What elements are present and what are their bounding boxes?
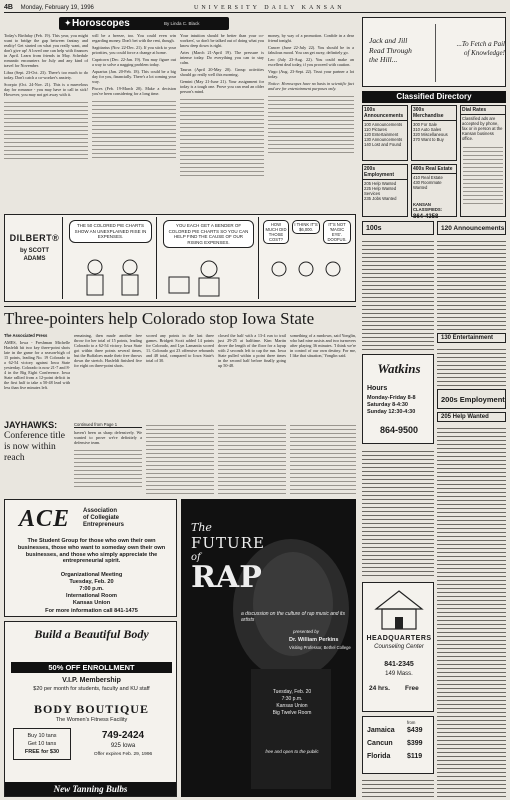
news-text: haven't been as sharp defensively. We wanted to prove we're definitely a defensive team. bbox=[74, 430, 142, 445]
comic-author: by SCOTT ADAMS bbox=[19, 248, 49, 262]
spring-break-dest: Florida bbox=[367, 753, 391, 760]
hours-line: Saturday 8-4:30 bbox=[367, 402, 408, 408]
horoscope-entry: Gemini (May 21-June 21). Your assignment for today is a tough one. Prove you can read an older person's mind. bbox=[180, 79, 264, 94]
horoscope-entry: Virgo (Aug. 23-Sept. 22). Trust your partner a lot today. bbox=[268, 69, 354, 79]
speech-bubble: HOW MUCH DID THOSE COST? bbox=[263, 220, 289, 244]
character-drawing bbox=[65, 257, 155, 297]
horoscope-entry: Scorpio (Oct. 24-Nov. 21). This is a marvelous day for romance - you may have to call in sick! However, you may not get away with it. bbox=[4, 82, 88, 97]
dilbert-comic bbox=[4, 214, 356, 302]
dir-rates-body: Classified ads are accepted by phone, fax or in person at the Kansan business office. bbox=[462, 116, 503, 141]
dir-200s bbox=[362, 164, 408, 217]
horoscope-entry: will be a breeze, too. You could even win regarding money. Don't bet with the rent, though. bbox=[92, 33, 176, 43]
spring-break-from: from bbox=[407, 720, 416, 725]
dir-rates bbox=[460, 105, 506, 217]
horoscope-entry: Notice: Horoscopes have no basis in scientific fact and are for entertainment purposes only. bbox=[268, 81, 354, 91]
ad-line: of Knowledge! bbox=[463, 49, 505, 57]
ad-line: Read Through bbox=[369, 45, 412, 55]
boutique-offer-expiry: Offer expires Feb. 29, 1996 bbox=[93, 752, 153, 757]
speech-bubble: YOU EACH GET A BENDER OF COLORED PIE CHARTS SO YOU CAN HELP FIND THE CAUSE OF OUR RISING EXPENSES. bbox=[163, 220, 254, 248]
dir-item[interactable]: 410 Real Estate bbox=[413, 175, 443, 180]
dir-section-title: 200s Employment bbox=[363, 165, 407, 180]
ace-description: The Student Group for those who own their own businesses, those who want to someday own their own businesses, and those who simply appreciate the entrepreneurial spirit. bbox=[17, 538, 166, 565]
headquarters-phone: 841-2345 bbox=[384, 661, 414, 668]
classified-listings bbox=[362, 448, 434, 578]
meeting-time: 7:00 p.m. bbox=[79, 586, 104, 592]
boutique-brand: BODY BOUTIQUE bbox=[34, 702, 149, 716]
masthead: UNIVERSITY DAILY KANSAN bbox=[194, 5, 345, 11]
ace-info: For more information call 841-1475 bbox=[45, 608, 138, 614]
meeting-date: Tuesday, Feb. 20 bbox=[69, 579, 114, 585]
comic-panel-1 bbox=[65, 217, 157, 299]
poster-speaker: Dr. William Perkins bbox=[289, 637, 339, 643]
jayhawks-headline: JAYHAWKS: bbox=[4, 420, 58, 430]
ace-logo-text: ACE bbox=[19, 506, 71, 532]
headquarters-free: Free bbox=[405, 685, 419, 692]
spring-break-dest: Jamaica bbox=[367, 727, 395, 734]
poster-title bbox=[191, 521, 281, 593]
dir-section-title: 400s Real Estate bbox=[412, 165, 456, 174]
headquarters-name: HEADQUARTERS bbox=[366, 635, 432, 642]
classified-directory-title: Classified Directory bbox=[362, 91, 506, 103]
dir-400s bbox=[411, 164, 457, 220]
horoscope-entry: Aries (March 21-April 19). The pressure is intense today. Do everything you can to stay calm. bbox=[180, 50, 264, 65]
dir-item[interactable]: 235 Jobs Wanted bbox=[364, 196, 397, 201]
meeting-room: International Room bbox=[66, 593, 117, 599]
headquarters-logo-icon bbox=[374, 589, 424, 631]
promo-line: Buy 10 tans bbox=[27, 733, 57, 739]
horoscopes-col-2 bbox=[92, 33, 176, 210]
news-col-2 bbox=[74, 333, 142, 420]
header-100s: 100s bbox=[362, 221, 434, 235]
poster-presented: presented by bbox=[293, 629, 320, 634]
ace-ad bbox=[4, 499, 177, 617]
news-text: AMES, Iowa - Freshman Michelle Hasfeldt hit two key three-point shots late in the game for a season-high of 15 points, leading No. 19 Colorado to a 62-54 victory against Iowa State yesterday. Colorado is now 21-7 and 8-4 in the Big Eight Conference. Iowa State rallied from a 12-point deficit in the first half to take a 50-48 lead with less than five minutes left. bbox=[4, 340, 70, 390]
boutique-address: 925 Iowa bbox=[110, 743, 136, 749]
watkins-logo: Watkins bbox=[377, 361, 421, 376]
poster-date-line: Big Twelve Room bbox=[272, 710, 312, 716]
headquarters-hours: 24 hrs. bbox=[369, 685, 390, 692]
ad-text-right bbox=[447, 40, 505, 58]
ace-fullname bbox=[83, 508, 173, 529]
horoscopes-col-4 bbox=[268, 33, 354, 210]
news-text: closed the half with a 13-4 run to trail just 29-25 at halftime. Kim Martin drove the length of the floor for a layup with 2 seconds left to cap the run. Iowa State pulled within a point three times in the second half before finally going up 50-48. bbox=[218, 333, 286, 368]
classified-listings bbox=[437, 346, 506, 386]
news-col-1 bbox=[4, 340, 70, 420]
horoscopes-col-1 bbox=[4, 33, 88, 210]
watkins-phone: 864-9500 bbox=[379, 425, 419, 435]
poster-title-line: FUTURE bbox=[191, 534, 265, 552]
ace-name-line: of Collegiate bbox=[83, 515, 120, 521]
dir-phone-label: KANSAN CLASSIFIEDS: bbox=[413, 202, 443, 212]
dir-item[interactable]: 320 Miscellaneous bbox=[413, 132, 448, 137]
news-col-4 bbox=[218, 333, 286, 420]
poster-date-line: Tuesday, Feb. 20 bbox=[272, 689, 312, 695]
header-120: 120 Announcements bbox=[437, 221, 506, 235]
ace-name-line: Entrepreneurs bbox=[83, 522, 125, 528]
horoscope-entry: Taurus (April 20-May 20). Group activities should go really well this morning. bbox=[180, 67, 264, 77]
dir-100s bbox=[362, 105, 408, 161]
ad-line: ...To Fetch a Pail bbox=[456, 40, 505, 48]
page-number: 4B bbox=[4, 4, 13, 11]
poster-subtitle: a discussion on the culture of rap music and its artists bbox=[241, 611, 345, 623]
character-drawing bbox=[261, 257, 351, 297]
boutique-vip-detail: $20 per month for students, faculty and KU staff bbox=[33, 686, 150, 692]
dir-item[interactable]: 310 Auto Sales bbox=[413, 127, 442, 132]
news-text-continued bbox=[290, 422, 356, 495]
poster-title-line: The bbox=[191, 521, 212, 534]
spring-break-price: $119 bbox=[407, 753, 423, 760]
classified-directory bbox=[362, 105, 506, 220]
horoscope-entry: Capricorn (Dec. 22-Jan. 19). You may figure out a way to solve a nagging problem today. bbox=[92, 57, 176, 67]
promo-line: FREE for $30 bbox=[24, 749, 60, 755]
rap-poster bbox=[181, 499, 356, 797]
comic-title: DILBERT® bbox=[9, 233, 60, 243]
ad-line: Jack and Jill bbox=[369, 36, 408, 45]
jayhawks-subhead: Conference title is now within reach bbox=[4, 431, 65, 463]
classified-listings bbox=[437, 238, 506, 330]
spring-break-dest: Cancun bbox=[367, 740, 393, 747]
dir-item[interactable]: 100 Announcements bbox=[364, 122, 403, 127]
news-text: remaining, then made another free throw for her total of 15 points, leading Colorado to a 62-54 victory. Iowa State got within three points several times, but the Buffaloes made their free throws down the stretch. Hasfeldt finished five for eight on three-point shots. bbox=[74, 333, 142, 368]
horoscope-entry: Libra (Sept. 23-Oct. 23). There's too much to do today. Don't catch a co-worker's anxiety. bbox=[4, 70, 88, 80]
promo-line: Get 10 tans bbox=[27, 741, 57, 747]
jack-jill-ad bbox=[362, 17, 506, 87]
boutique-tagline: The Women's Fitness Facility bbox=[55, 717, 128, 723]
headquarters-subname: Counseling Center bbox=[374, 644, 424, 650]
ace-meeting bbox=[11, 572, 172, 607]
dir-item[interactable]: 370 Want to Buy bbox=[413, 137, 444, 142]
watkins-hours-title: Hours bbox=[367, 385, 388, 392]
horoscopes-title: Horoscopes bbox=[72, 18, 130, 29]
dir-item[interactable]: 120 Entertainment bbox=[364, 132, 399, 137]
horoscope-entry: Today's Birthday (Feb. 19). This year, you might want to bridge the gap between fantasy and reality! Get started on what you really want, and don't give up! A loved one can help with finances in April. Learn from friends in May. Schedule romantic encounters for July and any kind of travel for November. bbox=[4, 33, 88, 68]
headquarters-address: 149 Mass. bbox=[385, 671, 413, 677]
ad-text-left bbox=[369, 36, 433, 65]
boutique-footer: New Tanning Bulbs bbox=[5, 782, 176, 796]
hours-line: Monday-Friday 8-8 bbox=[367, 395, 416, 401]
speech-bubble: I THINK IT'S $6,000. bbox=[292, 220, 320, 234]
boutique-phone: 749-2424 bbox=[101, 730, 145, 741]
spring-break-ad bbox=[362, 716, 434, 774]
jayhawks-story bbox=[4, 420, 70, 495]
dir-item[interactable]: 130 Announcements bbox=[364, 137, 403, 142]
spring-break-price: $399 bbox=[407, 740, 423, 747]
header-130: 130 Entertainment bbox=[437, 333, 506, 343]
hours-line: Sunday 12:30-4:30 bbox=[367, 409, 416, 415]
boutique-vip: V.I.P. Membership bbox=[62, 677, 121, 684]
poster-title-line: of bbox=[191, 552, 201, 563]
boutique-offer: 50% OFF ENROLLMENT bbox=[11, 662, 172, 673]
dir-phone: 864-4358 bbox=[413, 214, 439, 220]
watkins-hours bbox=[367, 395, 433, 416]
body-boutique-ad bbox=[4, 621, 177, 797]
speech-bubble: THE 50 COLORED PIE CHARTS SHOW AN UNEXPLAINED RISE IN EXPENSES. bbox=[69, 220, 152, 243]
poster-date-line: 7:30 p.m. bbox=[281, 696, 303, 702]
spring-break-price: $439 bbox=[407, 727, 423, 734]
horoscope-entry: money, by way of a promotion. Confide in a dear friend tonight. bbox=[268, 33, 354, 43]
horoscope-entry: Pisces (Feb. 19-March 20). Make a decision you've been considering for a long time. bbox=[92, 86, 176, 96]
horoscopes-banner bbox=[4, 17, 356, 30]
dir-section-title: 100s Announcements bbox=[363, 106, 407, 121]
horoscopes-byline: By Linda C. Black bbox=[164, 21, 200, 26]
horoscope-entry: Leo (July 23-Aug. 22). You could make an excellent deal today, if you proceed with caution. bbox=[268, 57, 354, 67]
horoscope-entry: Your intuition should be better than your co-workers', so don't be talked out of doing what you know deep down is right. bbox=[180, 33, 264, 48]
page-date: Monday, February 19, 1996 bbox=[20, 5, 94, 11]
ace-logo bbox=[19, 504, 79, 534]
horoscope-entry: Aquarius (Jan. 20-Feb. 18). This could be a big day for you, financially. There's a lot coming your way. bbox=[92, 69, 176, 84]
horoscope-entry: Cancer (June 22-July 22). You should be in a fabulous mood. You can get away, definitely go. bbox=[268, 45, 354, 55]
dir-item[interactable]: 225 Help Wanted Services bbox=[364, 186, 397, 196]
headquarters-ad bbox=[362, 582, 434, 712]
watkins-ad bbox=[362, 354, 434, 444]
dir-item[interactable]: 430 Roommate Wanted bbox=[413, 180, 442, 190]
poster-speaker-role: Visiting Professor, Bethel College bbox=[289, 645, 351, 650]
dir-item[interactable]: 110 Pictures bbox=[364, 127, 387, 132]
news-text: something of a rundown, said Yonglin, who had nine assists and two turnovers after playing 36 minutes. 'I think we're in control of our own destiny. For me, I like that situation,' Yonglin said. bbox=[290, 333, 356, 358]
meeting-place: Kansas Union bbox=[72, 600, 111, 606]
comic-panel-2 bbox=[159, 217, 259, 299]
ace-name-line: Association bbox=[83, 508, 118, 514]
news-text-continued bbox=[146, 422, 214, 495]
news-col-3 bbox=[146, 333, 214, 420]
dir-item[interactable]: 140 Lost and Found bbox=[364, 142, 402, 147]
divider-line bbox=[435, 24, 436, 82]
speech-bubble: IT'S NOT 'MAGIC EYE'. DOOFUS. bbox=[323, 220, 351, 244]
star-icon: ✦ bbox=[64, 18, 72, 28]
comic-title-panel bbox=[7, 217, 63, 299]
jayhawks-body bbox=[74, 430, 142, 495]
classified-listings bbox=[362, 777, 434, 797]
poster-footer: free and open to the public bbox=[265, 749, 319, 754]
poster-title-line: RAP bbox=[191, 560, 262, 595]
ad-line: the Hill... bbox=[369, 55, 398, 64]
news-col-5 bbox=[290, 333, 356, 420]
news-text: scored any points in the last three games. Bridgett Scott added 14 points for Colorado, and Lyn Lamantia scored 11. Colorado got 23 offensive rebounds and 48 total, compared to Iowa State's total of 30. bbox=[146, 333, 214, 363]
page-header bbox=[4, 3, 506, 13]
poster-date-block bbox=[261, 689, 323, 717]
boutique-headline: Build a Beautiful Body bbox=[34, 627, 149, 641]
news-text-continued bbox=[218, 422, 286, 495]
horoscopes-col-3 bbox=[180, 33, 264, 210]
continued-label: Continued from Page 1 bbox=[74, 422, 142, 428]
dir-item[interactable]: 300 For Sale bbox=[413, 122, 437, 127]
header-205: 205 Help Wanted bbox=[437, 412, 506, 422]
classified-listings bbox=[362, 238, 434, 350]
news-source: The Associated Press bbox=[4, 333, 48, 338]
character-drawing bbox=[159, 257, 257, 297]
horoscope-entry: Sagittarius (Nov. 22-Dec. 21). If you stick to your priorities, you could force a change at home. bbox=[92, 45, 176, 55]
header-200s: 200s Employment bbox=[437, 389, 506, 409]
meeting-title: Organizational Meeting bbox=[60, 572, 123, 578]
dir-item[interactable]: 205 Help Wanted bbox=[364, 181, 397, 186]
news-headline: Three-pointers help Colorado stop Iowa State bbox=[4, 309, 315, 328]
classified-listings bbox=[437, 425, 506, 797]
dir-300s bbox=[411, 105, 457, 161]
dir-section-title: 300s Merchandise bbox=[412, 106, 456, 121]
dir-section-title: Dial Rates bbox=[461, 106, 505, 115]
poster-date-line: Kansas Union bbox=[276, 703, 308, 709]
comic-panel-3 bbox=[261, 217, 353, 299]
boutique-promo bbox=[13, 728, 71, 760]
